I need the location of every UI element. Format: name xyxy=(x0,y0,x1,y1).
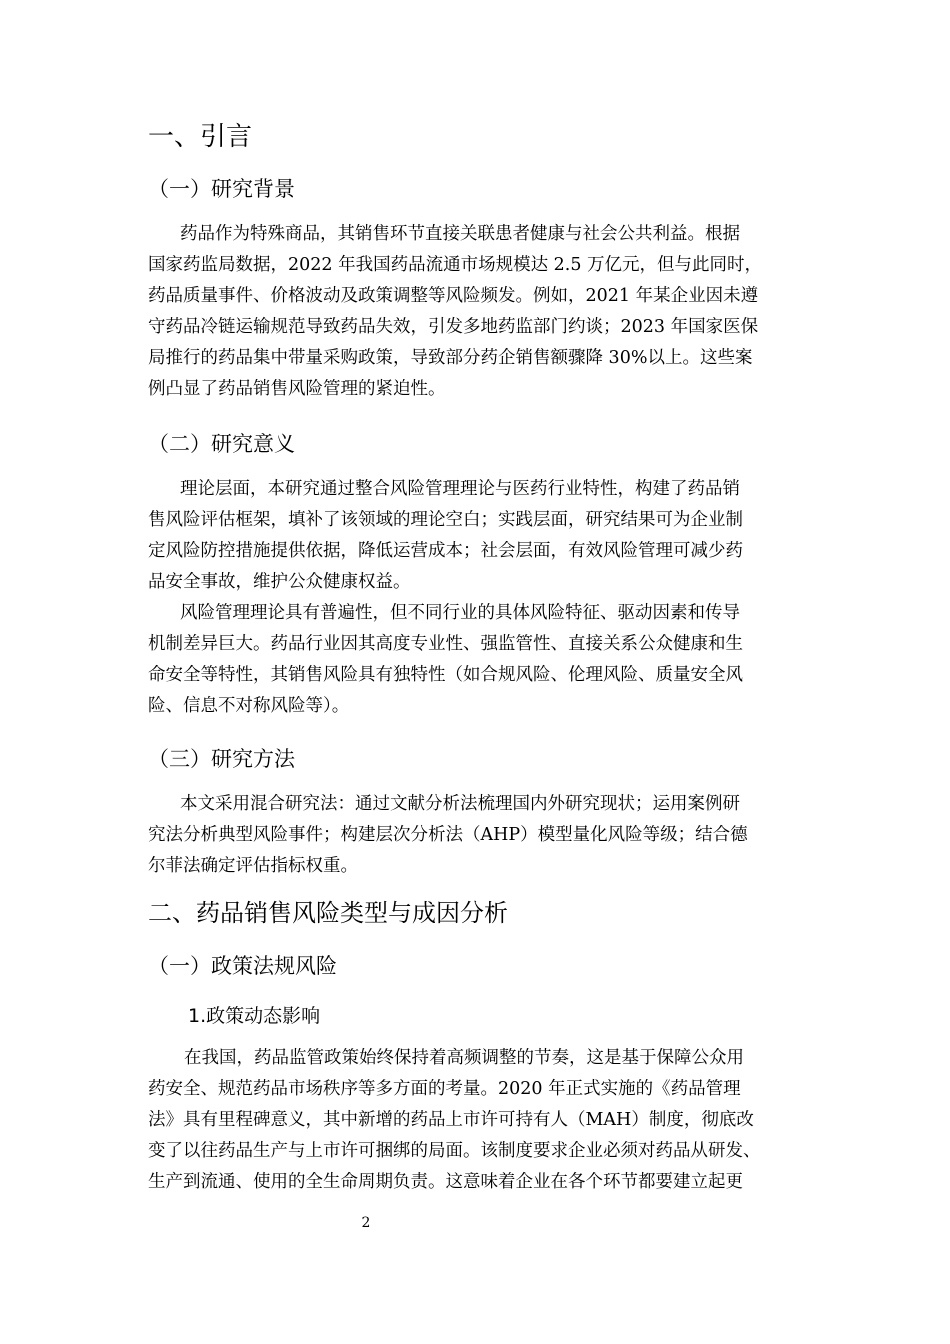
section-title-background: （一）研究背景 xyxy=(148,177,295,201)
section-title-policy-risk: （一）政策法规风险 xyxy=(148,954,337,978)
paragraph-line: 守药品冷链运输规范导致药品失效，引发多地药监部门约谈；2023 年国家医保 xyxy=(148,317,759,337)
chapter-title-introduction: 一、引言 xyxy=(148,122,253,152)
paragraph-line: 局推行的药品集中带量采购政策，导致部分药企销售额骤降 30%以上。这些案 xyxy=(148,348,753,368)
paragraph-line: 命安全等特性，其销售风险具有独特性（如合规风险、伦理风险、质量安全风 xyxy=(148,665,743,685)
paragraph-line: 售风险评估框架，填补了该领域的理论空白；实践层面，研究结果可为企业制 xyxy=(148,510,743,530)
paragraph-line: 本文采用混合研究法：通过文献分析法梳理国内外研究现状；运用案例研 xyxy=(180,794,740,814)
paragraph-line: 理论层面，本研究通过整合风险管理理论与医药行业特性，构建了药品销 xyxy=(180,479,740,499)
paragraph-line: 生产到流通、使用的全生命周期负责。这意味着企业在各个环节都要建立起更 xyxy=(148,1172,743,1192)
paragraph-significance xyxy=(148,474,808,722)
paragraph-line: 风险管理理论具有普遍性，但不同行业的具体风险特征、驱动因素和传导 xyxy=(180,603,740,623)
paragraph-method xyxy=(148,789,808,882)
page-number: 2 xyxy=(361,1215,371,1231)
section-title-significance: （二）研究意义 xyxy=(148,432,295,456)
paragraph-line: 药品作为特殊商品，其销售环节直接关联患者健康与社会公共利益。根据 xyxy=(180,224,740,244)
paragraph-line: 尔菲法确定评估指标权重。 xyxy=(148,856,358,876)
paragraph-policy-dynamics xyxy=(148,1043,808,1198)
paragraph-line: 定风险防控措施提供依据，降低运营成本；社会层面，有效风险管理可减少药 xyxy=(148,541,743,561)
paragraph-line: 究法分析典型风险事件；构建层次分析法（AHP）模型量化风险等级；结合德 xyxy=(148,825,748,845)
paragraph-line: 机制差异巨大。药品行业因其高度专业性、强监管性、直接关系公众健康和生 xyxy=(148,634,743,654)
paragraph-line: 品安全事故，维护公众健康权益。 xyxy=(148,572,411,592)
paragraph-line: 国家药监局数据，2022 年我国药品流通市场规模达 2.5 万亿元，但与此同时， xyxy=(148,255,763,275)
paragraph-line: 法》具有里程碑意义，其中新增的药品上市许可持有人（MAH）制度，彻底改 xyxy=(148,1110,754,1130)
chapter-title-risk-types: 二、药品销售风险类型与成因分析 xyxy=(148,899,508,927)
paragraph-background xyxy=(148,219,808,405)
paragraph-line: 药品质量事件、价格波动及政策调整等风险频发。例如，2021 年某企业因未遵 xyxy=(148,286,759,306)
paragraph-line: 药安全、规范药品市场秩序等多方面的考量。2020 年正式实施的《药品管理 xyxy=(148,1079,741,1099)
section-title-method: （三）研究方法 xyxy=(148,747,295,771)
paragraph-line: 变了以往药品生产与上市许可捆绑的局面。该制度要求企业必须对药品从研发、 xyxy=(148,1141,761,1161)
subsection-title-policy-dynamics: 1.政策动态影响 xyxy=(188,1005,321,1027)
paragraph-line: 险、信息不对称风险等）。 xyxy=(148,696,350,716)
paragraph-line: 例凸显了药品销售风险管理的紧迫性。 xyxy=(148,379,446,399)
paragraph-line: 在我国，药品监管政策始终保持着高频调整的节奏，这是基于保障公众用 xyxy=(184,1048,744,1068)
